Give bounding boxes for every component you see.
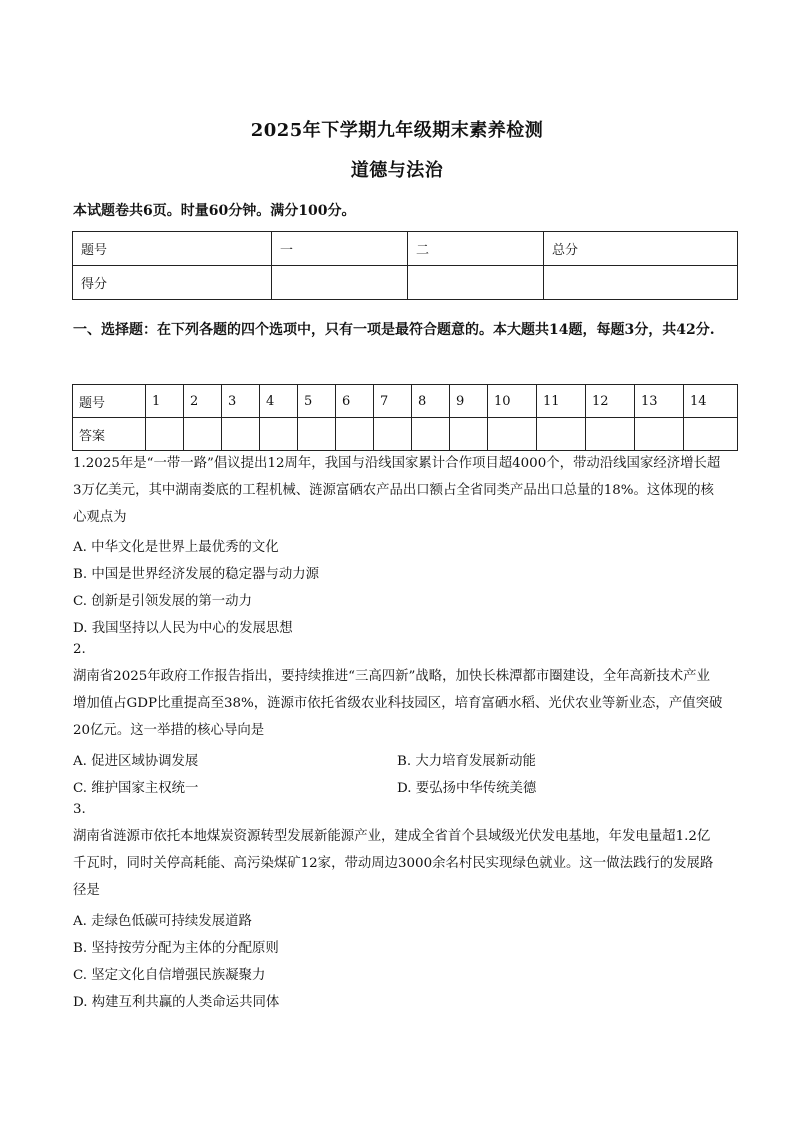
- table-cell: 8: [412, 385, 450, 418]
- table-cell: 4: [260, 385, 298, 418]
- question-3-option-a[interactable]: A. 走绿色低碳可持续发展道路: [73, 914, 252, 929]
- answer-input-cell[interactable]: [450, 418, 488, 451]
- answer-input-cell[interactable]: [635, 418, 684, 451]
- table-row: [73, 385, 738, 418]
- table-cell: 答案: [73, 418, 146, 451]
- table-cell: 13: [635, 385, 684, 418]
- table-row: [73, 418, 738, 451]
- score-input-cell[interactable]: [408, 266, 544, 300]
- question-3-option-d[interactable]: D. 构建互利共赢的人类命运共同体: [73, 995, 280, 1010]
- table-cell: 6: [336, 385, 374, 418]
- table-cell: 二: [408, 232, 544, 266]
- table-cell: 一: [272, 232, 408, 266]
- table-cell: 14: [684, 385, 738, 418]
- table-cell: 12: [586, 385, 635, 418]
- answer-input-cell[interactable]: [488, 418, 537, 451]
- table-row: [73, 232, 738, 266]
- question-3-option-c[interactable]: C. 坚定文化自信增强民族凝聚力: [73, 968, 266, 983]
- exam-title: 2025年下学期九年级期末素养检测: [250, 120, 544, 141]
- table-cell: 5: [298, 385, 336, 418]
- subject-title: 道德与法治: [350, 160, 444, 181]
- answer-input-cell[interactable]: [586, 418, 635, 451]
- table-cell: 题号: [73, 385, 146, 418]
- question-2-stem: 湖南省2025年政府工作报告指出，要持续推进“三高四新”战略，加快长株潭都市圈建设，全年高新技术产业增加值占GDP比重提高至38%，涟源市依托省级农业科技园区，培育富硒水稻、光伏农业等新业态，产值突破20亿元。这一举措的核心导向是: [73, 669, 723, 738]
- question-1-stem: 1.2025年是“一带一路”倡议提出12周年，我国与沿线国家累计合作项目超4000个，带动沿线国家经济增长超3万亿美元，其中湖南娄底的工程机械、涟源富硒农产品出口额占全省同类产品出口总量的18%。这体现的核心观点为: [73, 456, 721, 525]
- question-2-option-a[interactable]: A. 促进区域协调发展: [73, 754, 199, 769]
- question-2-option-b[interactable]: B. 大力培育发展新动能: [397, 754, 536, 769]
- table-cell: 题号: [73, 232, 272, 266]
- score-input-cell[interactable]: [544, 266, 738, 300]
- exam-instructions: 本试题卷共6页。时量60分钟。满分100分。: [73, 203, 356, 219]
- question-1-option-d[interactable]: D. 我国坚持以人民为中心的发展思想: [73, 621, 293, 636]
- question-2-option-d[interactable]: D. 要弘扬中华传统美德: [397, 781, 537, 796]
- question-2-number: 2.: [73, 642, 86, 657]
- score-input-cell[interactable]: [272, 266, 408, 300]
- table-cell: 1: [146, 385, 184, 418]
- table-cell: 3: [222, 385, 260, 418]
- section-heading: 一、选择题：在下列各题的四个选项中，只有一项是最符合题意的。本大题共14题，每题3分，共42分.: [73, 322, 715, 338]
- table-row: [73, 266, 738, 300]
- answer-input-cell[interactable]: [374, 418, 412, 451]
- answer-input-cell[interactable]: [222, 418, 260, 451]
- table-cell: 2: [184, 385, 222, 418]
- answer-input-cell[interactable]: [146, 418, 184, 451]
- answer-input-cell[interactable]: [684, 418, 738, 451]
- answer-input-cell[interactable]: [298, 418, 336, 451]
- answer-input-cell[interactable]: [412, 418, 450, 451]
- answer-table: [72, 384, 738, 451]
- table-cell: 9: [450, 385, 488, 418]
- answer-input-cell[interactable]: [537, 418, 586, 451]
- answer-input-cell[interactable]: [336, 418, 374, 451]
- question-1-option-b[interactable]: B. 中国是世界经济发展的稳定器与动力源: [73, 567, 319, 582]
- answer-input-cell[interactable]: [184, 418, 222, 451]
- question-3-number: 3.: [73, 802, 86, 817]
- table-cell: 7: [374, 385, 412, 418]
- answer-input-cell[interactable]: [260, 418, 298, 451]
- question-1-option-a[interactable]: A. 中华文化是世界上最优秀的文化: [73, 540, 279, 555]
- table-cell: 10: [488, 385, 537, 418]
- table-cell: 得分: [73, 266, 272, 300]
- question-3-stem: 湖南省涟源市依托本地煤炭资源转型发展新能源产业，建成全省首个县域级光伏发电基地，年发电量超1.2亿千瓦时，同时关停高耗能、高污染煤矿12家，带动周边3000余名村民实现绿色就业。这一做法践行的发展路径是: [73, 829, 714, 898]
- question-2-option-c[interactable]: C. 维护国家主权统一: [73, 781, 199, 796]
- score-table: [72, 231, 738, 300]
- table-cell: 总分: [544, 232, 738, 266]
- question-3-option-b[interactable]: B. 坚持按劳分配为主体的分配原则: [73, 941, 279, 956]
- table-cell: 11: [537, 385, 586, 418]
- question-1-option-c[interactable]: C. 创新是引领发展的第一动力: [73, 594, 252, 609]
